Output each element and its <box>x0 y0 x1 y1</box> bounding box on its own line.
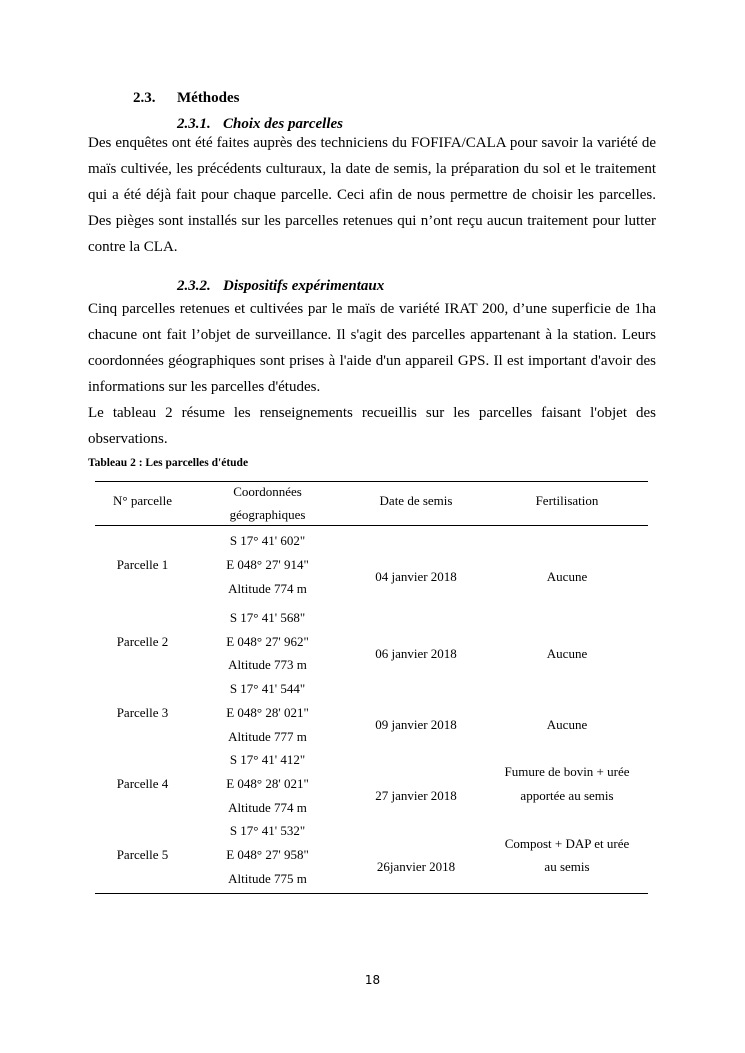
cell-longitude: E 048° 28' 021" <box>226 705 309 720</box>
cell-longitude: E 048° 27' 962" <box>226 634 309 649</box>
table-bottom-rule <box>95 893 648 894</box>
header-coordonnees: Coordonnées <box>233 484 302 499</box>
cell-parcelle: Parcelle 1 <box>116 557 169 572</box>
text-line: informations sur les parcelles d'études. <box>88 379 321 395</box>
header-date-semis: Date de semis <box>379 493 453 508</box>
cell-altitude: Altitude 777 m <box>228 729 307 744</box>
table-header-rule <box>95 525 648 526</box>
text-line: Des enquêtes ont été faites auprès des techniciens du FOFIFA/CALA pour savoir la variété de <box>88 135 656 151</box>
cell-parcelle: Parcelle 2 <box>116 634 169 649</box>
cell-altitude: Altitude 773 m <box>228 657 307 672</box>
cell-date: 27 janvier 2018 <box>375 788 457 803</box>
header-fertilisation: Fertilisation <box>535 493 599 508</box>
cell-date: 26janvier 2018 <box>376 859 456 874</box>
paragraph-choix-parcelles <box>88 130 656 260</box>
cell-fertilisation: Aucune <box>546 646 588 661</box>
cell-fertilisation: Aucune <box>546 717 588 732</box>
cell-fertilisation-line2: apportée au semis <box>520 788 614 803</box>
section-title: Méthodes <box>177 90 240 106</box>
cell-altitude: Altitude 775 m <box>228 871 307 886</box>
text-line: observations. <box>88 431 168 447</box>
page-number: 18 <box>364 973 381 987</box>
text-line: chacune ont fait l’objet de surveillance. Il s'agit des parcelles appartenant à la station. Leurs <box>88 327 656 343</box>
text-line: contre la CLA. <box>88 239 178 255</box>
table-caption: Tableau 2 : Les parcelles d'étude <box>88 457 249 469</box>
cell-longitude: E 048° 28' 021" <box>226 776 309 791</box>
text-line: coordonnées géographiques sont prises à l'aide d'un appareil GPS. Il est important d'avoir des <box>88 353 656 369</box>
text-line: maïs cultivée, les précédents culturaux, la date de semis, la préparation du sol et le traitement <box>88 161 656 177</box>
subsection-heading-dispositifs <box>177 276 384 296</box>
header-geographiques: géographiques <box>229 507 306 522</box>
section-number: 2.3. <box>133 90 156 106</box>
cell-altitude: Altitude 774 m <box>228 800 307 815</box>
cell-altitude: Altitude 774 m <box>228 581 307 596</box>
cell-latitude: S 17° 41' 412" <box>229 752 306 767</box>
cell-latitude: S 17° 41' 602" <box>229 533 306 548</box>
cell-longitude: E 048° 27' 914" <box>226 557 309 572</box>
cell-fertilisation-line2: au semis <box>544 859 590 874</box>
text-line: qui a été déjà fait pour chaque parcelle. Ceci afin de nous permettre de choisir les parcelles. <box>88 187 656 203</box>
subsection-number: 2.3.1. <box>177 116 211 132</box>
text-line: Cinq parcelles retenues et cultivées par le maïs de variété IRAT 200, d’une superficie de 1ha <box>88 301 656 317</box>
cell-parcelle: Parcelle 5 <box>116 847 169 862</box>
cell-date: 04 janvier 2018 <box>375 569 457 584</box>
section-heading <box>133 88 240 108</box>
subsection-number: 2.3.2. <box>177 278 211 294</box>
text-line: Des pièges sont installés sur les parcelles retenues qui n’ont reçu aucun traitement pour lutter <box>88 213 656 229</box>
cell-date: 06 janvier 2018 <box>375 646 457 661</box>
cell-fertilisation: Aucune <box>546 569 588 584</box>
cell-latitude: S 17° 41' 544" <box>229 681 306 696</box>
cell-longitude: E 048° 27' 958" <box>226 847 309 862</box>
subsection-title: Choix des parcelles <box>223 116 343 132</box>
cell-date: 09 janvier 2018 <box>375 717 457 732</box>
cell-parcelle: Parcelle 3 <box>116 705 169 720</box>
cell-fertilisation-line1: Fumure de bovin + urée <box>504 764 630 779</box>
cell-latitude: S 17° 41' 568" <box>229 610 306 625</box>
cell-parcelle: Parcelle 4 <box>116 776 169 791</box>
text-line: Le tableau 2 résume les renseignements recueillis sur les parcelles faisant l'objet des <box>88 405 656 421</box>
cell-latitude: S 17° 41' 532" <box>229 823 306 838</box>
paragraph-dispositifs <box>88 296 656 452</box>
subsection-title: Dispositifs expérimentaux <box>223 278 385 294</box>
table-top-rule <box>95 481 648 482</box>
header-parcelle: N° parcelle <box>113 493 172 508</box>
cell-fertilisation-line1: Compost + DAP et urée <box>504 836 630 851</box>
